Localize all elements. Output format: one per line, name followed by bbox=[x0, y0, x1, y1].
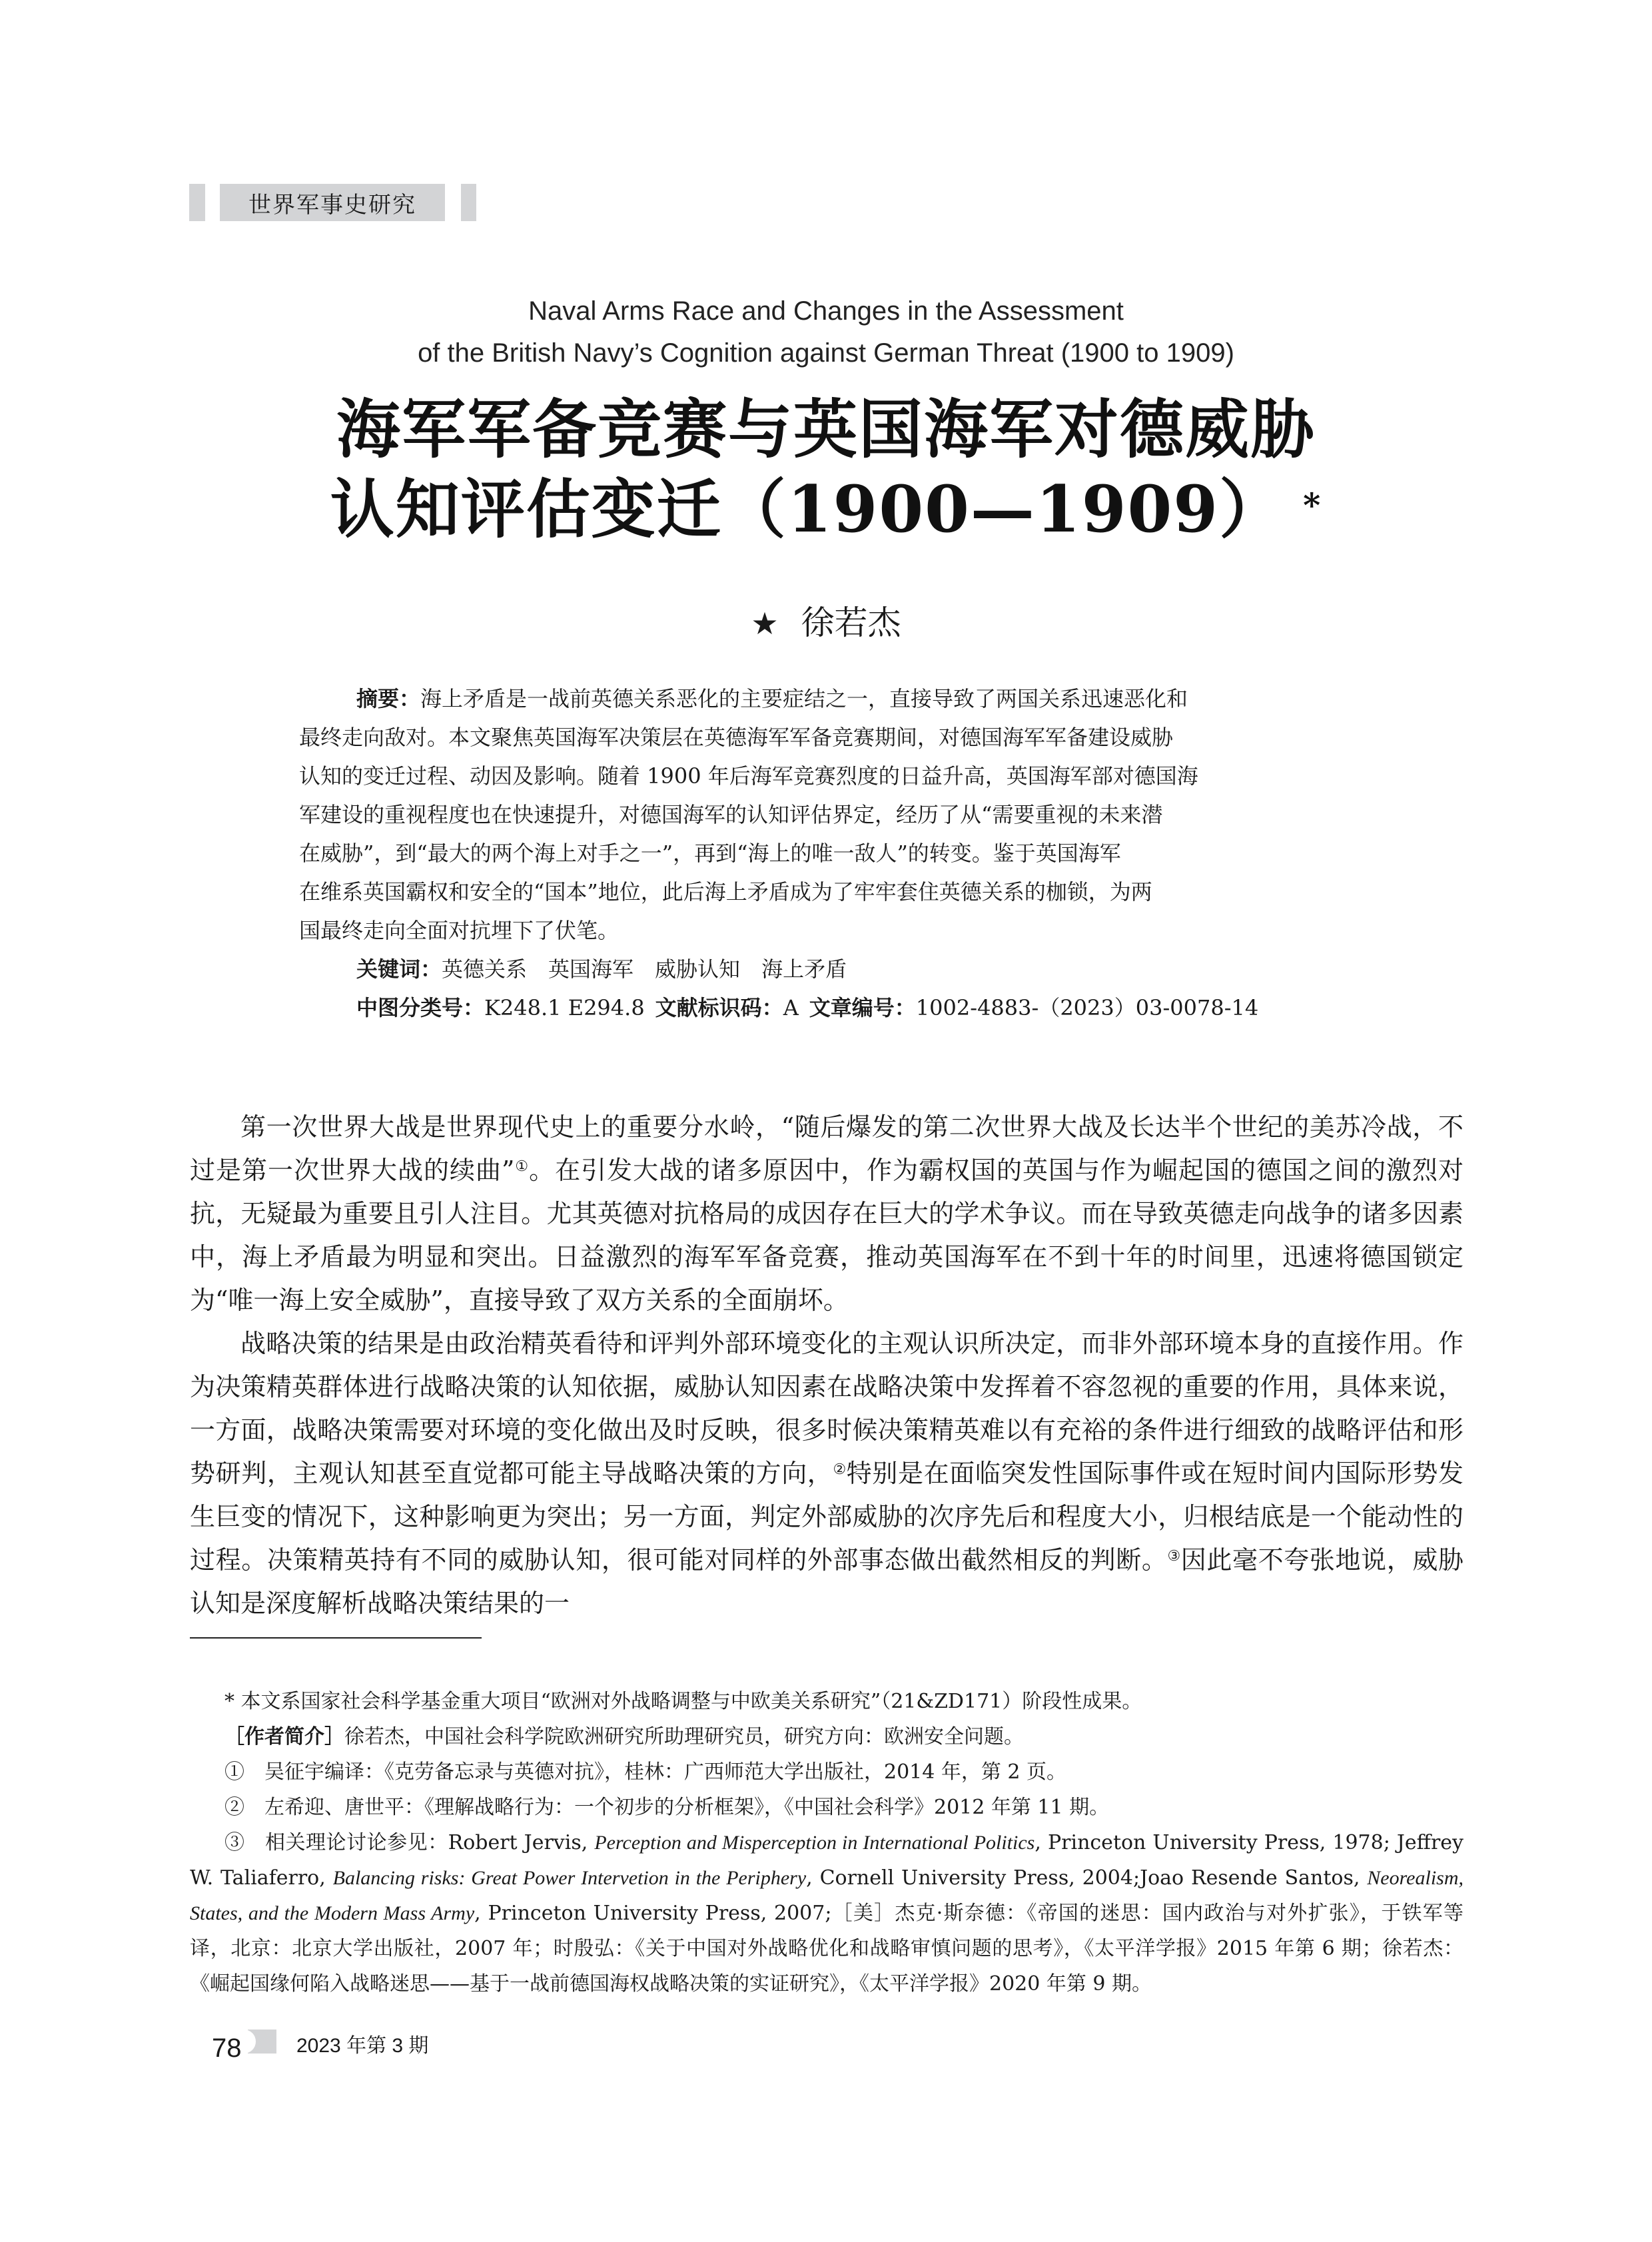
star-icon: ★ bbox=[751, 605, 779, 641]
abstract-line: 军建设的重视程度也在快速提升，对德国海军的认知评估界定，经历了从“需要重视的未来潜 bbox=[299, 802, 1163, 827]
footnote-2: ② 左希迎、唐世平：《理解战略行为：一个初步的分析框架》，《中国社会科学》2012 年第 11 期。 bbox=[224, 1796, 1110, 1819]
keyword: 英国海军 bbox=[548, 956, 634, 982]
body-text-run: 。在引发大战的诸多原因中，作为霸权国的英国与作为崛起国的德国之间的激烈对抗，无疑最为重要且引人注目。尤其英德对抗格局的成因存在巨大的学术争议。而在导致英德走向战争的诸多因素中，海上矛盾最为明显和突出。日益激烈的海军军备竞赛，推动英国海军在不到十年的时间里，迅速将德国锁定为“唯一海上安全威胁”，直接导致了双方关系的全面崩坏。 bbox=[190, 1156, 1463, 1315]
abstract-line: 认知的变迁过程、动因及影响。随着 1900 年后海军竞赛烈度的日益升高，英国海军部对德国海 bbox=[299, 763, 1198, 789]
book-title: Neorealism, States, and the Modern Mass Army bbox=[190, 1867, 1463, 1924]
doc-code-value: A bbox=[783, 995, 799, 1020]
footnote-ref-3[interactable]: ③ bbox=[1167, 1548, 1181, 1565]
book-title: Balancing risks: Great Power Intervetion in the Periphery bbox=[332, 1867, 807, 1889]
footnotes bbox=[190, 1684, 1463, 2002]
footnote-ref-1[interactable]: ① bbox=[514, 1158, 530, 1175]
abstract-line: 最终走向敌对。本文聚焦英国海军决策层在英德海军军备竞赛期间，对德国海军军备建设威胁 bbox=[299, 725, 1174, 750]
classification-line bbox=[356, 988, 1339, 1027]
body-text-run: 战略决策的结果是由政治精英看待和评判外部环境变化的主观认识所决定，而非外部环境本身的直接作用。作为决策精英群体进行战略决策的认知依据，威胁认知因素在战略决策中发挥着不容忽视的重要的作用，具体来说，一方面，战略决策需要对环境的变化做出及时反映，很多时候决策精英难以有充裕的条件进行细致的战略评估和形势研判，主观认知甚至直觉都可能主导战略决策的方向， bbox=[190, 1329, 1463, 1488]
abstract-line: 在维系英国霸权和安全的“国本”地位，此后海上矛盾成为了牢牢套住英德关系的枷锁，为两 bbox=[299, 879, 1152, 905]
footnote-text: , Princeton University Press, 1978; Jeffrey W. Taliaferro, bbox=[190, 1831, 1463, 1890]
footnote-ref-2[interactable]: ② bbox=[833, 1461, 847, 1478]
body-paragraph-2 bbox=[190, 1322, 1463, 1625]
chinese-title-line-2 bbox=[0, 470, 1652, 550]
footnote-text: ③ 相关理论讨论参见：Robert Jervis, bbox=[224, 1831, 595, 1854]
keywords-line bbox=[356, 950, 1339, 988]
abstract-text: 海上矛盾是一战前英德关系恶化的主要症结之一，直接导致了两国关系迅速恶化和 bbox=[420, 686, 1188, 711]
body-paragraph-1 bbox=[190, 1106, 1463, 1322]
footnote-divider bbox=[190, 1637, 482, 1639]
chinese-title-line-2-text: 认知评估变迁（1900—1909） bbox=[330, 472, 1285, 547]
author-bio-label: ［作者简介］ bbox=[224, 1725, 344, 1748]
abstract-label: 摘要： bbox=[356, 686, 421, 711]
column-header: 世界军事史研究 bbox=[220, 184, 445, 221]
keywords-label: 关键词： bbox=[356, 956, 442, 982]
author-line bbox=[0, 596, 1652, 644]
body-text-run: 特别是在面临突发性国际事件或在短时间内国际形势发生巨变的情况下，这种影响更为突出；另一方面，判定外部威胁的次序先后和程度大小，归根结底是一个能动性的过程。决策精英持有不同的威胁认知，很可能对同样的外部事态做出截然相反的判断。 bbox=[190, 1459, 1463, 1575]
abstract-line bbox=[356, 679, 1339, 718]
body-text-run: 因此毫不夸张地说，威胁认知是深度解析战略决策结果的一 bbox=[190, 1545, 1463, 1618]
clc-value: K248.1 E294.8 bbox=[484, 995, 645, 1020]
book-title: Perception and Misperception in International Politics bbox=[594, 1832, 1035, 1854]
abstract-line: 在威胁”，到“最大的两个海上对手之一”，再到“海上的唯一敌人”的转变。鉴于英国海军 bbox=[299, 841, 1121, 866]
body-text bbox=[190, 1106, 1463, 1625]
footnote-author-bio bbox=[190, 1719, 1463, 1754]
abstract bbox=[299, 679, 1339, 1027]
article-number-value: 1002-4883-（2023）03-0078-14 bbox=[915, 995, 1259, 1020]
footnote-text: , Princeton University Press, 2007;［美］杰克·斯奈德：《帝国的迷思：国内政治与对外扩张》，于铁军等译，北京：北京大学出版社，2007 年；时殷弘：《关于中国对外战略优化和战略审慎问题的思考》，《太平洋学报》2015 年第 6 期；徐若杰：《崛起国缘何陷入战略迷思——基于一战前德国海权战略决策的实证研究》，《太平洋学报》2020 年第 9 期。 bbox=[190, 1902, 1463, 1996]
column-tab-left-bar bbox=[189, 184, 205, 221]
chinese-title-line-1: 海军军备竞赛与英国海军对德威胁 bbox=[336, 392, 1316, 467]
keyword: 英德关系 bbox=[442, 956, 528, 982]
column-tab-right-bar bbox=[461, 184, 476, 221]
english-title-line-1: Naval Arms Race and Changes in the Assessment bbox=[528, 296, 1124, 326]
footnote-text: , Cornell University Press, 2004;Joao Resende Santos, bbox=[806, 1866, 1368, 1890]
page-number: 78 bbox=[212, 2034, 242, 2063]
keyword: 海上矛盾 bbox=[761, 956, 847, 982]
keyword: 威胁认知 bbox=[655, 956, 741, 982]
article-number-label: 文章编号： bbox=[809, 995, 916, 1020]
title-footnote-mark: * bbox=[1303, 486, 1322, 525]
author-bio-text: 徐若杰，中国社会科学院欧洲研究所助理研究员，研究方向：欧洲安全问题。 bbox=[344, 1725, 1024, 1748]
footnote-1: ① 吴征宇编译：《克劳备忘录与英德对抗》，桂林：广西师范大学出版社，2014 年，第 2 页。 bbox=[224, 1760, 1067, 1784]
english-title-line-2: of the British Navy’s Cognition against German Threat (1900 to 1909) bbox=[418, 338, 1234, 368]
doc-code-label: 文献标识码： bbox=[655, 995, 783, 1020]
body-text-run: 第一次世界大战是世界现代史上的重要分水岭，“随后爆发的第二次世界大战及长达半个世纪的美苏冷战，不过是第一次世界大战的续曲” bbox=[190, 1112, 1463, 1185]
issue-label: 2023 年第 3 期 bbox=[296, 2035, 429, 2057]
abstract-line: 国最终走向全面对抗埋下了伏笔。 bbox=[299, 918, 620, 943]
author-name: 徐若杰 bbox=[801, 603, 901, 642]
footnote-3 bbox=[190, 1825, 1463, 2002]
footnote-funding: * 本文系国家社会科学基金重大项目“欧洲对外战略调整与中欧美关系研究”（21&ZD171）阶段性成果。 bbox=[224, 1690, 1142, 1713]
clc-label: 中图分类号： bbox=[356, 995, 485, 1020]
